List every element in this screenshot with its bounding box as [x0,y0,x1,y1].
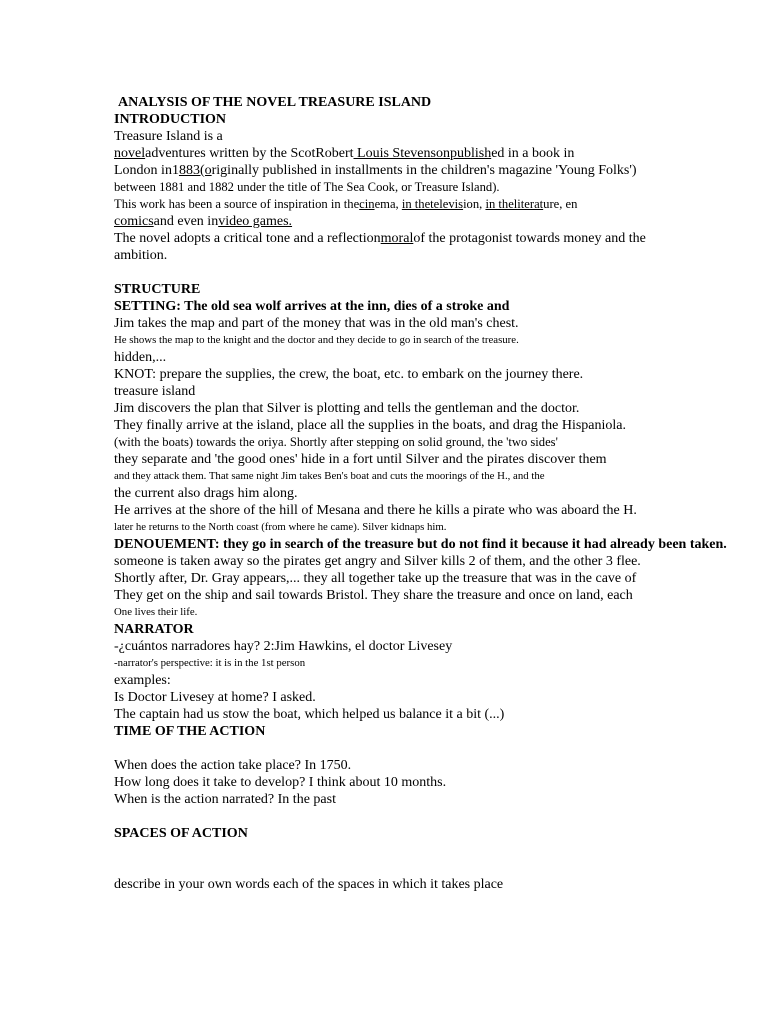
time-line: When is the action narrated? In the past [114,792,336,807]
structure-line: someone is taken away so the pirates get angry and Silver kills 2 of them, and the other 3 flee. [114,554,641,569]
structure-line: hidden,... [114,350,167,365]
intro-line-1: Treasure Island is a [114,129,223,144]
intro-line-8: ambition. [114,248,168,263]
link-video-games[interactable]: video games. [218,214,293,229]
link-literature[interactable]: in theliterat [485,197,544,211]
time-line: When does the action take place? In 1750. [114,758,352,773]
structure-heading: STRUCTURE [114,282,201,297]
structure-line: later he returns to the North coast (from where he came). Silver kidnaps him. [114,521,447,533]
introduction-heading: INTRODUCTION [114,112,227,127]
link-cinema[interactable]: cin [359,197,375,211]
intro-line-7: The novel adopts a critical tone and a reflectionmoralof the protagonist towards money and the [114,231,646,246]
structure-line: Jim discovers the plan that Silver is plotting and tells the gentleman and the doctor. [114,401,580,416]
link-television[interactable]: in thetelevis [401,197,464,211]
structure-line: treasure island [114,384,196,399]
structure-line: He shows the map to the knight and the doctor and they decide to go in search of the treasure. [114,334,519,346]
structure-setting: SETTING: The old sea wolf arrives at the inn, dies of a stroke and [114,299,510,314]
narrator-line: -narrator's perspective: it is in the 1st person [114,657,306,669]
structure-line: they separate and 'the good ones' hide in a fort until Silver and the pirates discover them [114,452,607,467]
structure-knot: KNOT: prepare the supplies, the crew, the boat, etc. to embark on the journey there. [114,367,584,382]
intro-line-3: London in1883(originally published in installments in the children's magazine 'Young Folks') [114,163,637,178]
structure-denouement: DENOUEMENT: they go in search of the treasure but do not find it because it had already been taken. [114,537,727,552]
structure-line: the current also drags him along. [114,486,298,501]
link-moral[interactable]: moral [380,231,414,246]
narrator-heading: NARRATOR [114,622,194,637]
spaces-heading: SPACES OF ACTION [114,826,248,841]
structure-line: One lives their life. [114,606,198,618]
structure-line: (with the boats) towards the oriya. Shortly after stepping on solid ground, the 'two sides' [114,435,558,449]
narrator-line: Is Doctor Livesey at home? I asked. [114,690,316,705]
structure-line: He arrives at the shore of the hill of Mesana and there he kills a pirate who was aboard the H. [114,503,637,518]
intro-line-5: This work has been a source of inspiration in thecinema, in thetelevision, in theliterature, en [114,197,578,211]
narrator-line: The captain had us stow the boat, which helped us balance it a bit (...) [114,707,505,722]
structure-line: Jim takes the map and part of the money that was in the old man's chest. [114,316,519,331]
link-1883[interactable]: 883(o [178,163,212,178]
time-line: How long does it take to develop? I think about 10 months. [114,775,447,790]
intro-line-2: noveladventures written by the ScotRobert Louis Stevensonpublished in a book in [114,146,575,161]
link-publish[interactable]: publish [449,146,492,161]
structure-line: They finally arrive at the island, place all the supplies in the boats, and drag the Hispaniola. [114,418,627,433]
spaces-line: describe in your own words each of the spaces in which it takes place [114,877,504,892]
structure-line: and they attack them. That same night Jim takes Ben's boat and cuts the moorings of the H., and the [114,470,545,482]
structure-line: They get on the ship and sail towards Bristol. They share the treasure and once on land, each [114,588,633,603]
link-louis-stevenson[interactable]: Louis Stevenson [353,146,450,161]
document-page [114,94,766,893]
narrator-line: examples: [114,673,171,688]
structure-line: Shortly after, Dr. Gray appears,... they all together take up the treasure that was in the cave of [114,571,637,586]
link-novel[interactable]: novel [114,146,146,161]
time-heading: TIME OF THE ACTION [114,724,266,739]
intro-line-6: comicsand even invideo games. [114,214,293,229]
link-comics[interactable]: comics [114,214,154,229]
narrator-line: -¿cuántos narradores hay? 2:Jim Hawkins, el doctor Livesey [114,639,453,654]
intro-line-4: between 1881 and 1882 under the title of The Sea Cook, or Treasure Island). [114,180,500,194]
document-title: ANALYSIS OF THE NOVEL TREASURE ISLAND [118,95,432,110]
